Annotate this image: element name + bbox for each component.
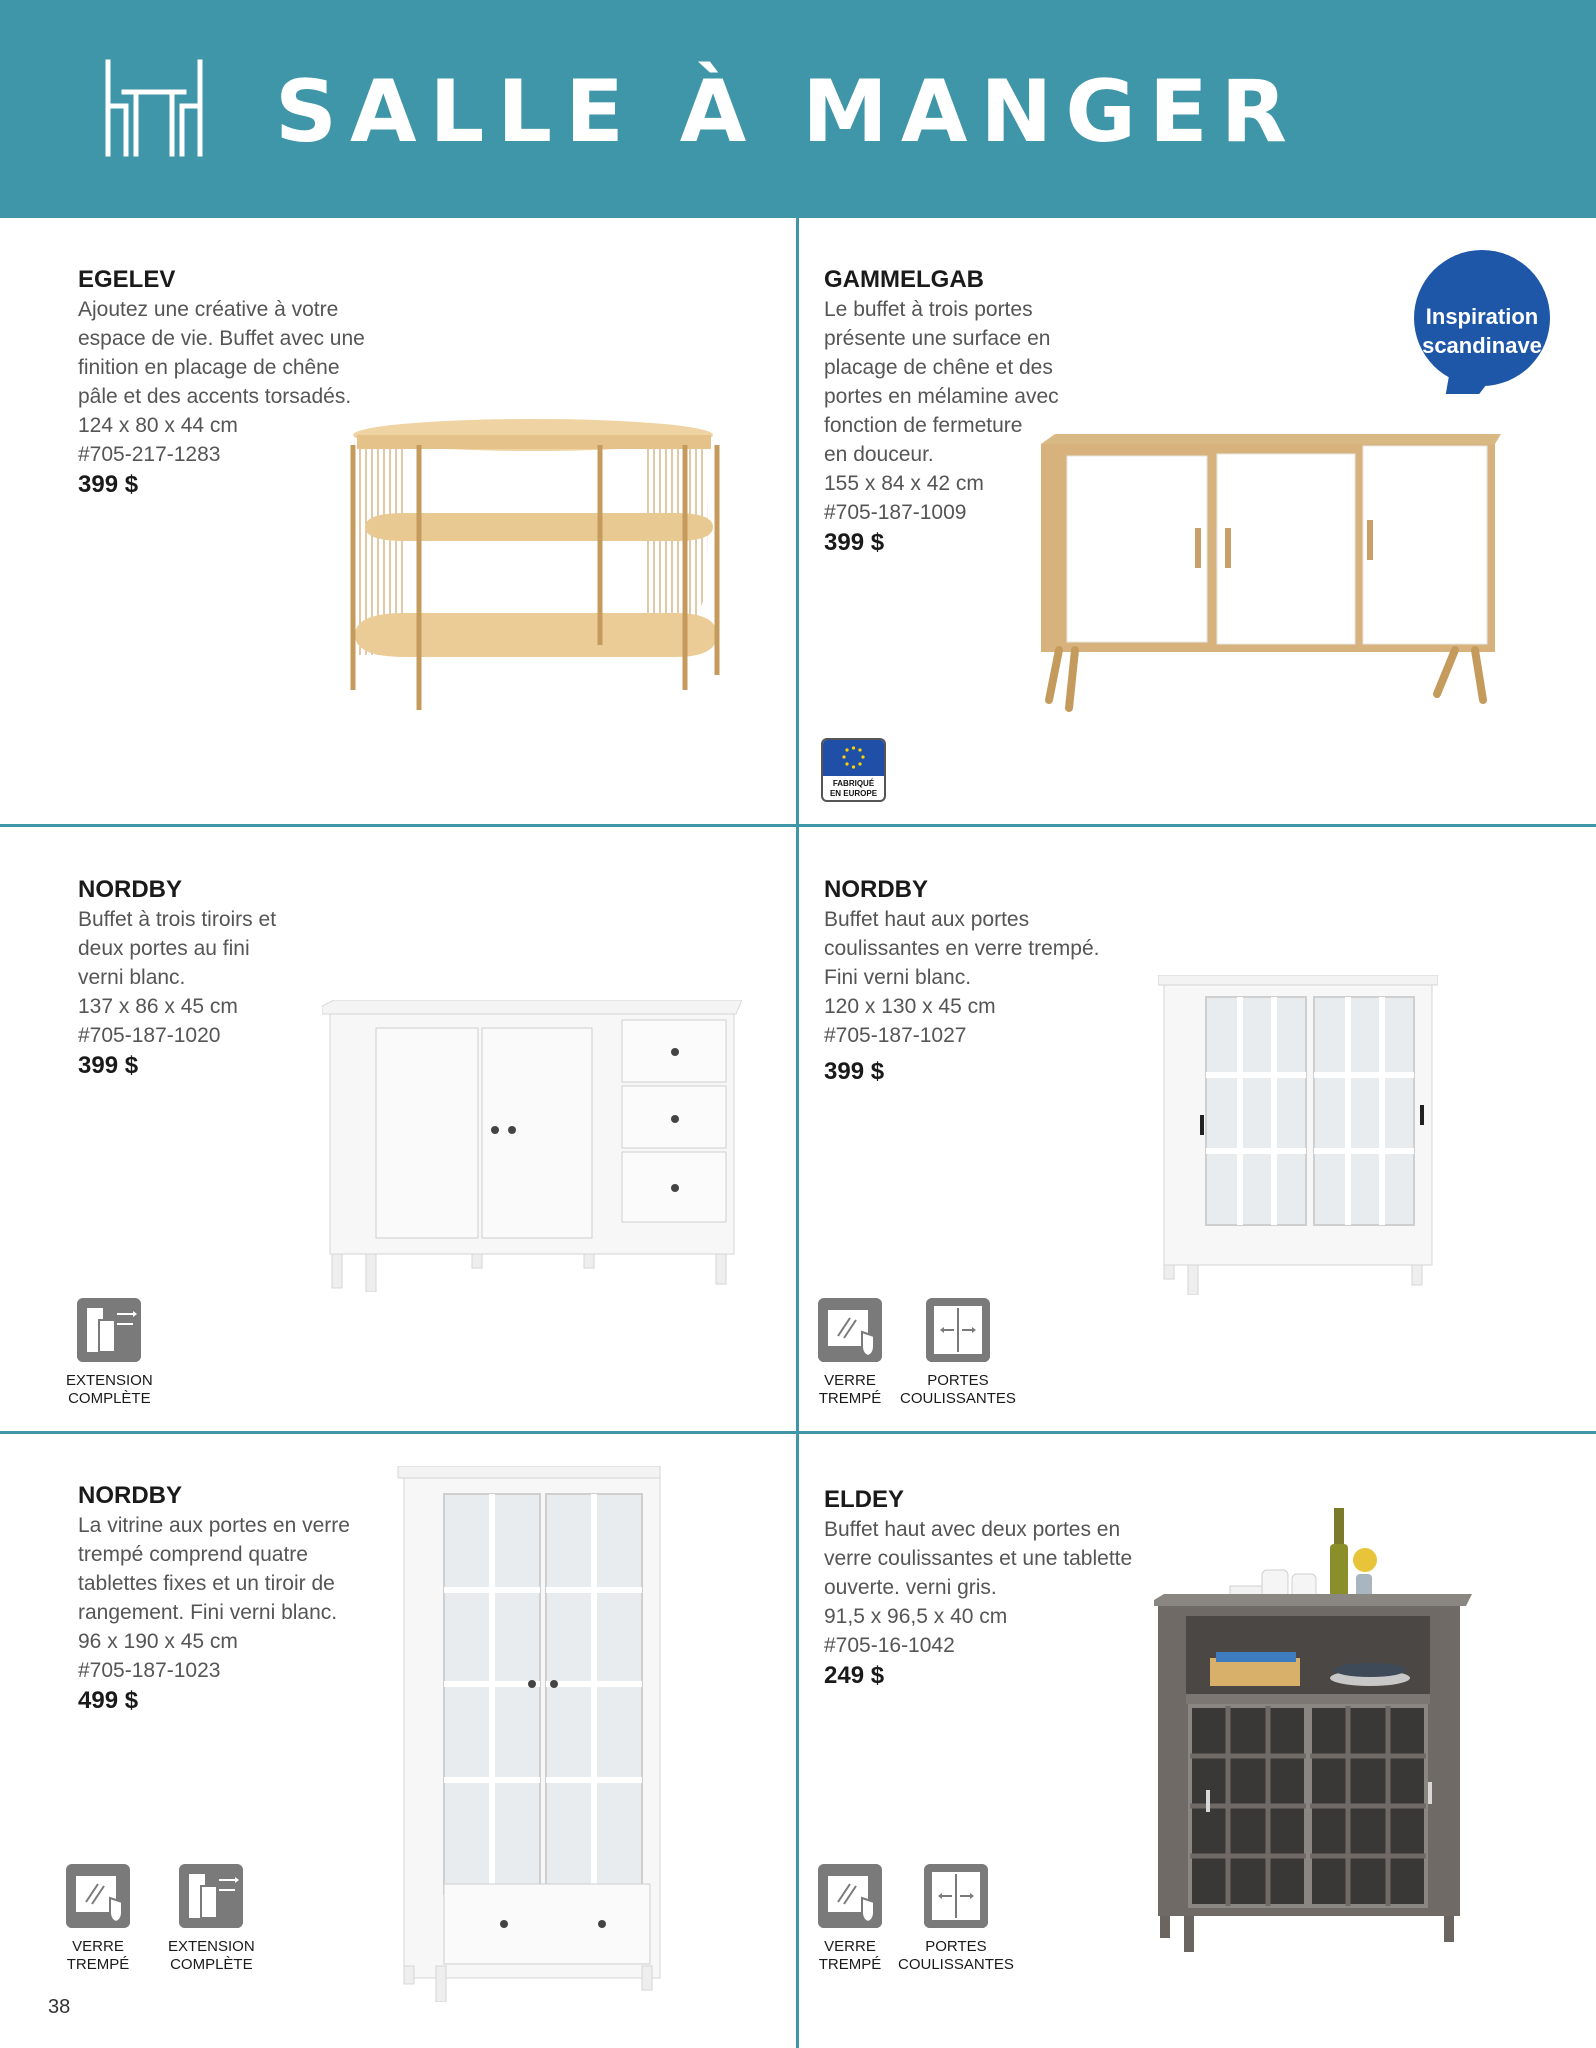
product-price: 399 $: [78, 471, 139, 498]
product-description-line: deux portes au fini: [78, 937, 250, 960]
tempered-glass-icon: [66, 1864, 130, 1928]
gammelgab-sideboard-image: [1035, 432, 1501, 714]
product-reference: #705-187-1020: [78, 1024, 221, 1047]
product-name: NORDBY: [824, 876, 929, 903]
page-header: [0, 0, 1596, 218]
product-name: NORDBY: [78, 1482, 183, 1509]
product-name: ELDEY: [824, 1486, 905, 1513]
product-description-line: trempé comprend quatre: [78, 1543, 308, 1566]
eu-badge-line: EN EUROPE: [829, 789, 878, 798]
badge-label-line: TREMPÉ: [818, 1390, 882, 1407]
badge-label-line: COULISSANTES: [898, 1956, 1014, 1973]
product-price: 399 $: [824, 529, 885, 556]
product-description-line: placage de chêne et des: [824, 356, 1053, 379]
badge-label-line: VERRE: [72, 1938, 124, 1955]
page-title: SALLE À MANGER: [275, 62, 1300, 162]
full-extension-badge: [168, 1864, 255, 1974]
product-description-line: Buffet haut aux portes: [824, 908, 1030, 931]
badge-label-line: PORTES: [925, 1938, 987, 1955]
product-reference: #705-217-1283: [78, 443, 221, 466]
sliding-doors-icon: [924, 1864, 988, 1928]
product-description-line: verre coulissantes et une tablette: [824, 1547, 1133, 1570]
product-dimensions: 96 x 190 x 45 cm: [78, 1630, 238, 1653]
product-description-line: en douceur.: [824, 443, 934, 466]
full-extension-icon: [179, 1864, 243, 1928]
product-description-line: Buffet haut avec deux portes en: [824, 1518, 1121, 1541]
product-description-line: espace de vie. Buffet avec une: [78, 327, 365, 350]
badge-label-line: COMPLÈTE: [170, 1956, 253, 1973]
product-description-line: Fini verni blanc.: [824, 966, 972, 989]
nordby-buffet-image: [322, 1000, 742, 1292]
product-dimensions: 120 x 130 x 45 cm: [824, 995, 996, 1018]
product-description-line: finition en placage de chêne: [78, 356, 340, 379]
egelev-sideboard-image: [345, 415, 720, 715]
product-price: 499 $: [78, 1687, 139, 1714]
badge-label-line: TREMPÉ: [818, 1956, 882, 1973]
product-description-line: verni blanc.: [78, 966, 186, 989]
tempered-glass-badge: [818, 1298, 882, 1408]
sliding-doors-badge: [898, 1864, 1014, 1974]
product-price: 249 $: [824, 1662, 885, 1689]
product-description-line: portes en mélamine avec: [824, 385, 1059, 408]
product-dimensions: 137 x 86 x 45 cm: [78, 995, 238, 1018]
product-description-line: Ajoutez une créative à votre: [78, 298, 339, 321]
full-extension-badge: [66, 1298, 153, 1408]
eu-badge-line: FABRIQUÉ: [832, 779, 875, 788]
bubble-line: Inspiration: [1425, 304, 1539, 329]
product-nordby-tall-buffet: [824, 874, 1099, 1088]
product-name: NORDBY: [78, 876, 183, 903]
tempered-glass-badge: [818, 1864, 882, 1974]
product-reference: #705-187-1023: [78, 1659, 221, 1682]
tempered-glass-badge: [66, 1864, 130, 1974]
tempered-glass-icon: [818, 1298, 882, 1362]
product-description-line: rangement. Fini verni blanc.: [78, 1601, 338, 1624]
product-description-line: Le buffet à trois portes: [824, 298, 1033, 321]
product-gammelgab: [824, 264, 1059, 559]
badge-label-line: EXTENSION: [66, 1372, 153, 1389]
product-description-line: présente une surface en: [824, 327, 1051, 350]
product-name: GAMMELGAB: [824, 266, 984, 293]
product-description-line: ouverte. verni gris.: [824, 1576, 997, 1599]
badge-label-line: VERRE: [824, 1372, 876, 1389]
product-reference: #705-187-1027: [824, 1024, 967, 1047]
product-dimensions: 155 x 84 x 42 cm: [824, 472, 984, 495]
badge-label-line: VERRE: [824, 1938, 876, 1955]
product-description-line: fonction de fermeture: [824, 414, 1023, 437]
product-description-line: Buffet à trois tiroirs et: [78, 908, 277, 931]
page-number: 38: [48, 1996, 71, 2018]
product-price: 399 $: [824, 1058, 885, 1085]
sliding-doors-icon: [926, 1298, 990, 1362]
product-nordby-buffet: [78, 874, 276, 1082]
row-divider: [0, 1431, 1596, 1434]
badge-label-line: EXTENSION: [168, 1938, 255, 1955]
badge-label-line: PORTES: [927, 1372, 989, 1389]
product-reference: #705-16-1042: [824, 1634, 955, 1657]
product-egelev: [78, 264, 365, 501]
product-description-line: pâle et des accents torsadés.: [78, 385, 352, 408]
product-description-line: tablettes fixes et un tiroir de: [78, 1572, 335, 1595]
row-divider: [0, 824, 1596, 827]
inspiration-bubble-text: [1410, 302, 1554, 360]
dining-table-chairs-icon: [104, 58, 204, 158]
product-reference: #705-187-1009: [824, 501, 967, 524]
made-in-europe-badge: [821, 738, 886, 802]
product-description-line: coulissantes en verre trempé.: [824, 937, 1100, 960]
column-divider: [796, 218, 799, 2048]
product-nordby-vitrine: [78, 1480, 350, 1717]
badge-label-line: TREMPÉ: [66, 1956, 130, 1973]
nordby-vitrine-image: [396, 1466, 668, 2002]
badge-label-line: COMPLÈTE: [68, 1390, 151, 1407]
badge-label-line: COULISSANTES: [900, 1390, 1016, 1407]
product-name: EGELEV: [78, 266, 176, 293]
product-eldey: [824, 1484, 1132, 1692]
tempered-glass-icon: [818, 1864, 882, 1928]
eu-stars-icon: [823, 740, 884, 776]
eldey-buffet-image: [1150, 1508, 1472, 1952]
sliding-doors-badge: [900, 1298, 1016, 1408]
nordby-tall-buffet-image: [1158, 975, 1438, 1295]
product-description-line: La vitrine aux portes en verre: [78, 1514, 350, 1537]
product-price: 399 $: [78, 1052, 139, 1079]
product-dimensions: 124 x 80 x 44 cm: [78, 414, 238, 437]
bubble-line: scandinave: [1422, 333, 1542, 358]
product-dimensions: 91,5 x 96,5 x 40 cm: [824, 1605, 1008, 1628]
full-extension-icon: [77, 1298, 141, 1362]
